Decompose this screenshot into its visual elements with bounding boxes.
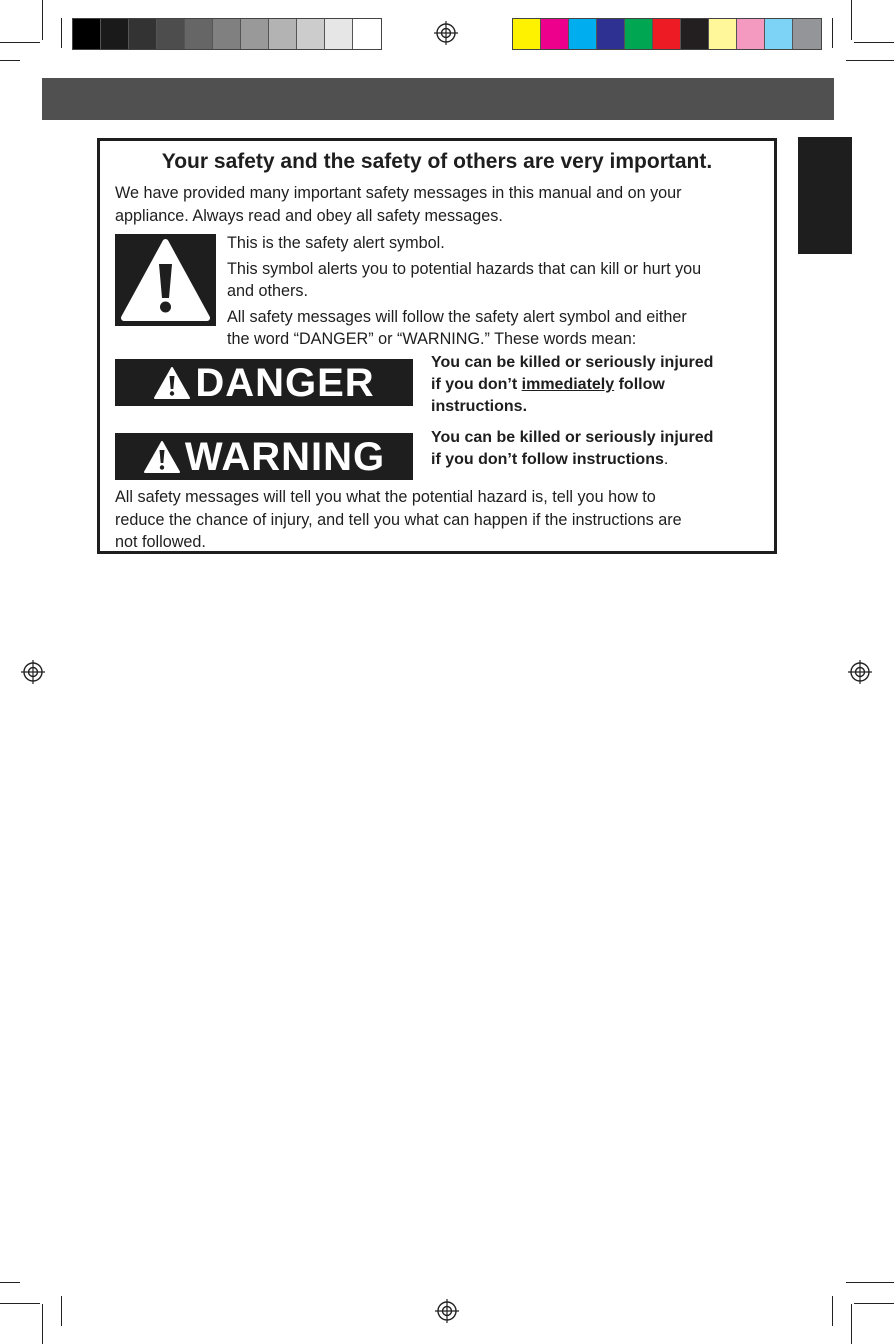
- crop-mark: [61, 18, 62, 48]
- danger-banner: [115, 359, 413, 406]
- warning-line-end: .: [663, 451, 669, 468]
- crop-mark: [832, 1296, 833, 1326]
- color-swatch: [765, 19, 793, 49]
- crop-mark: [42, 0, 43, 40]
- gray-color-bar: [72, 18, 382, 50]
- color-swatch: [681, 19, 709, 49]
- crop-mark: [61, 1296, 62, 1326]
- color-swatch: [353, 19, 381, 49]
- crop-mark: [851, 1304, 852, 1344]
- intro-paragraph: [115, 182, 682, 227]
- color-swatch: [737, 19, 765, 49]
- danger-line: [431, 374, 713, 396]
- crop-mark: [42, 1304, 43, 1344]
- color-swatch: [297, 19, 325, 49]
- symbol-line: All safety messages will follow the safety alert symbol and either: [227, 307, 687, 326]
- danger-message: [431, 352, 713, 418]
- color-swatch: [597, 19, 625, 49]
- color-swatch: [241, 19, 269, 49]
- crop-mark: [846, 60, 894, 61]
- color-swatch: [325, 19, 353, 49]
- crop-mark: [854, 1303, 894, 1304]
- crop-mark: [854, 42, 894, 43]
- warning-line: [431, 449, 713, 471]
- intro-line: We have provided many important safety messages in this manual and on your: [115, 184, 682, 202]
- danger-label: DANGER: [195, 360, 375, 405]
- color-swatch: [129, 19, 157, 49]
- crop-mark: [846, 1282, 894, 1283]
- outro-line: reduce the chance of injury, and tell you what can happen if the instructions are: [115, 510, 682, 529]
- warning-line: You can be killed or seriously injured: [431, 429, 714, 446]
- registration-mark-icon: [435, 1299, 459, 1323]
- safety-alert-symbol: [115, 234, 216, 326]
- safety-alert-icon: [115, 234, 216, 326]
- symbol-text: [227, 232, 701, 351]
- color-swatch: [213, 19, 241, 49]
- warning-message: [431, 427, 713, 471]
- safety-notice-box: [97, 138, 777, 554]
- registration-mark-icon: [434, 21, 458, 45]
- color-swatch: [709, 19, 737, 49]
- warning-banner: [115, 433, 413, 480]
- danger-line-post: follow: [614, 376, 665, 393]
- symbol-line: This symbol alerts you to potential hazards that can kill or hurt you: [227, 259, 702, 278]
- crop-mark: [0, 1282, 20, 1283]
- color-swatch: [185, 19, 213, 49]
- color-swatch: [793, 19, 821, 49]
- danger-line: instructions.: [431, 398, 528, 415]
- color-swatch: [269, 19, 297, 49]
- symbol-line: This is the safety alert symbol.: [227, 234, 445, 252]
- outro-paragraph: [115, 486, 682, 554]
- safety-title: Your safety and the safety of others are very important.: [161, 150, 713, 173]
- crop-mark: [0, 42, 40, 43]
- safety-alert-icon: [143, 440, 181, 474]
- color-swatch: [513, 19, 541, 49]
- outro-line: not followed.: [115, 533, 206, 551]
- color-swatch: [541, 19, 569, 49]
- process-color-bar: [512, 18, 822, 50]
- warning-line-text: if you don’t follow instructions: [431, 451, 664, 468]
- color-swatch: [73, 19, 101, 49]
- color-swatch: [653, 19, 681, 49]
- registration-mark-icon: [21, 660, 45, 684]
- symbol-line: and others.: [227, 282, 308, 300]
- danger-line-pre: if you don’t: [431, 376, 522, 393]
- danger-underlined-word: immediately: [521, 376, 615, 393]
- language-side-tab: [798, 137, 852, 254]
- warning-label: WARNING: [184, 434, 386, 479]
- header-band: [42, 78, 834, 120]
- crop-mark: [0, 60, 20, 61]
- danger-line: You can be killed or seriously injured: [431, 354, 714, 371]
- crop-mark: [851, 0, 852, 40]
- crop-mark: [0, 1303, 40, 1304]
- symbol-line: the word “DANGER” or “WARNING.” These words mean:: [227, 330, 637, 348]
- color-swatch: [157, 19, 185, 49]
- color-swatch: [101, 19, 129, 49]
- safety-alert-icon: [153, 366, 191, 400]
- crop-mark: [832, 18, 833, 48]
- intro-line: appliance. Always read and obey all safety messages.: [115, 206, 503, 225]
- registration-mark-icon: [848, 660, 872, 684]
- color-swatch: [569, 19, 597, 49]
- outro-line: All safety messages will tell you what the potential hazard is, tell you how to: [115, 488, 656, 506]
- color-swatch: [625, 19, 653, 49]
